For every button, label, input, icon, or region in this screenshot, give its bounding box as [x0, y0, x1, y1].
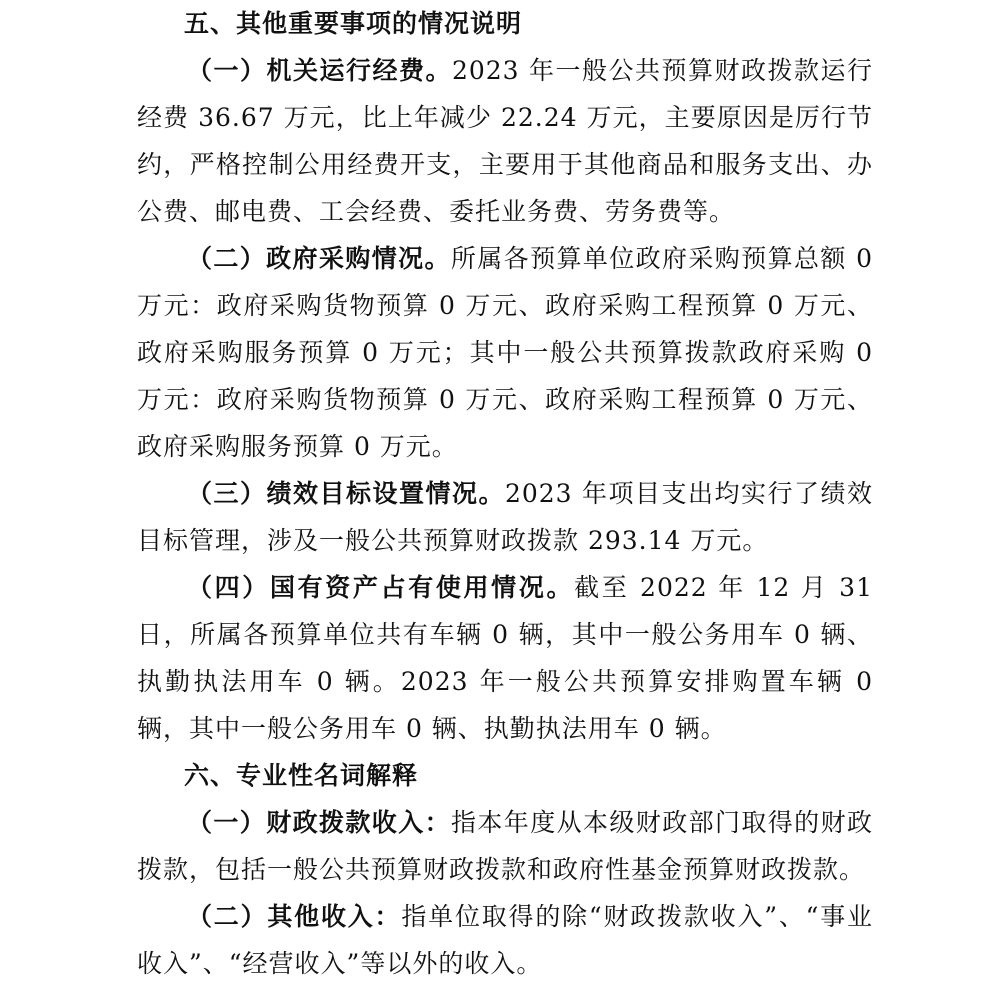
- paragraph-fiscal-appropriation-income: [137, 799, 873, 893]
- paragraph-lead: （三）绩效目标设置情况。: [187, 479, 505, 508]
- paragraph-text: 所属各预算单位政府采购预算总额 0 万元：政府采购货物预算 0 万元、政府采购工程预算 0 万元、政府采购服务预算 0 万元；其中一般公共预算拨款政府采购 0 万元：政府采购货物预算 0 万元、政府采购工程预算 0 万元、政府采购服务预算 0 万元。: [137, 244, 873, 461]
- paragraph-lead: （四）国有资产占有使用情况。: [187, 573, 575, 602]
- paragraph-state-assets: [137, 564, 873, 752]
- paragraph-text: 2023 年一般公共预算财政拨款运行经费 36.67 万元，比上年减少 22.24 万元，主要原因是厉行节约，严格控制公用经费开支，主要用于其他商品和服务支出、办公费、邮电费、工会经费、委托业务费、劳务费等。: [137, 56, 873, 226]
- paragraph-text: 指单位取得的除“财政拨款收入”、“事业收入”、“经营收入”等以外的收入。: [137, 902, 873, 978]
- paragraph-government-procurement: [137, 235, 873, 470]
- section-heading-other-matters: 五、其他重要事项的情况说明: [184, 9, 523, 38]
- paragraph-text: 指本年度从本级财政部门取得的财政拨款，包括一般公共预算财政拨款和政府性基金预算财政拨款。: [137, 808, 873, 884]
- paragraph-lead: （二）其他收入：: [187, 902, 402, 931]
- paragraph-other-income: [137, 893, 873, 987]
- paragraph-lead: （一）机关运行经费。: [187, 56, 452, 85]
- paragraph-lead: （一）财政拨款收入：: [187, 808, 451, 837]
- paragraph-lead: （二）政府采购情况。: [187, 244, 451, 273]
- section-heading-terminology: 六、专业性名词解释: [184, 761, 419, 790]
- paragraph-text: 2023 年项目支出均实行了绩效目标管理，涉及一般公共预算财政拨款 293.14 万元。: [137, 479, 873, 555]
- paragraph-operating-expenses: [137, 47, 873, 235]
- document-body: [137, 0, 873, 987]
- paragraph-text: 截至 2022 年 12 月 31 日，所属各预算单位共有车辆 0 辆，其中一般公务用车 0 辆、执勤执法用车 0 辆。2023 年一般公共预算安排购置车辆 0 辆，其中一般公务用车 0 辆、执勤执法用车 0 辆。: [137, 573, 873, 743]
- paragraph-performance-targets: [137, 470, 873, 564]
